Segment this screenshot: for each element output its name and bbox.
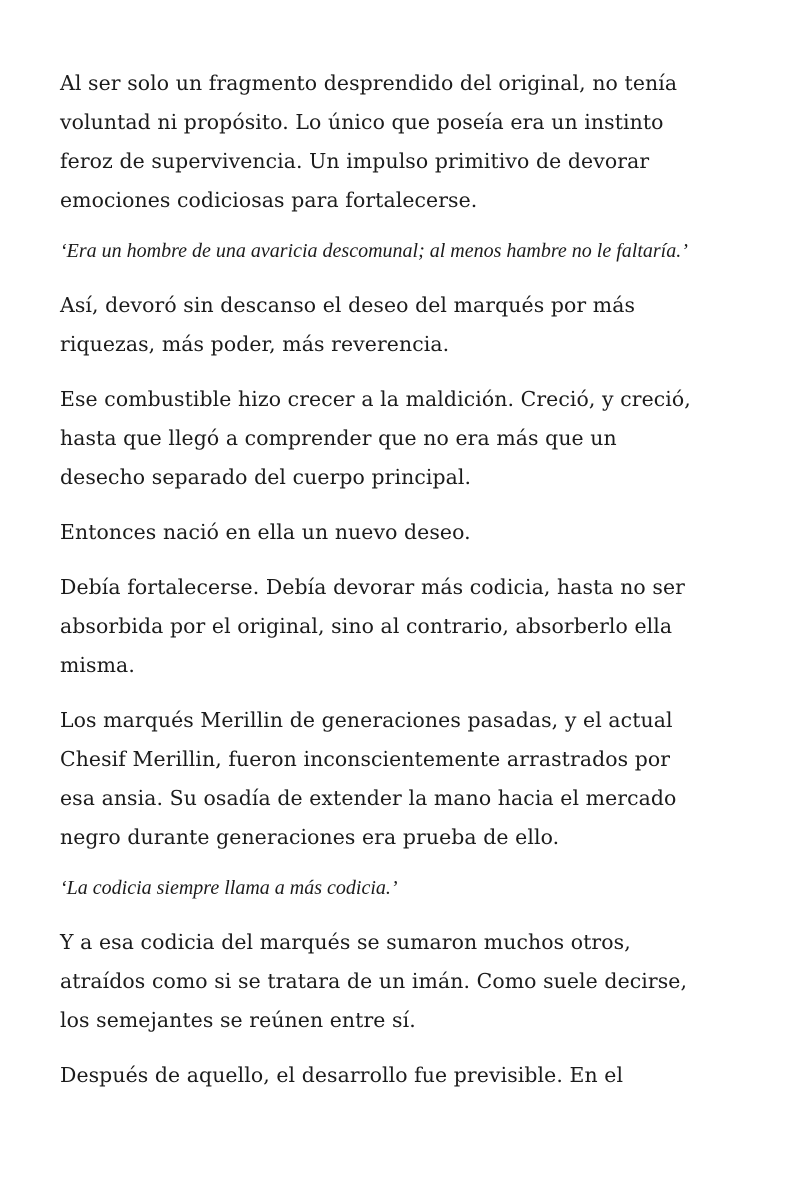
text-line: los semejantes se reúnen entre sí. xyxy=(60,1008,416,1032)
text-line: atraídos como si se tratara de un imán. Como suele decirse, xyxy=(60,969,688,993)
text-line: Ese combustible hizo crecer a la maldición. Creció, y creció, xyxy=(60,387,691,411)
text-line: Al ser solo un fragmento desprendido del original, no tenía xyxy=(60,71,678,95)
text-line: feroz de supervivencia. Un impulso primitivo de devorar xyxy=(60,149,650,173)
text-line: Chesif Merillin, fueron inconscientemente arrastrados por xyxy=(60,747,671,771)
text-line: desecho separado del cuerpo principal. xyxy=(60,465,472,489)
paragraph xyxy=(60,923,750,1040)
text-line: Después de aquello, el desarrollo fue previsible. En el xyxy=(60,1063,624,1087)
text-line: negro durante generaciones era prueba de ello. xyxy=(60,825,560,849)
document-page xyxy=(60,64,750,1111)
paragraph xyxy=(60,64,750,220)
text-line: Debía fortalecerse. Debía devorar más codicia, hasta no ser xyxy=(60,575,685,599)
text-line: Así, devoró sin descanso el deseo del marqués por más xyxy=(60,293,636,317)
italic-thought: ‘La codicia siempre llama a más codicia.’ xyxy=(60,877,398,899)
paragraph xyxy=(60,701,750,857)
paragraph xyxy=(60,380,750,497)
text-line: hasta que llegó a comprender que no era más que un xyxy=(60,426,617,450)
text-line: misma. xyxy=(60,653,135,677)
text-line: Entonces nació en ella un nuevo deseo. xyxy=(60,520,471,544)
text-line: voluntad ni propósito. Lo único que poseía era un instinto xyxy=(60,110,664,134)
text-line: emociones codiciosas para fortalecerse. xyxy=(60,188,478,212)
text-line: riquezas, más poder, más reverencia. xyxy=(60,332,450,356)
text-line: absorbida por el original, sino al contrario, absorberlo ella xyxy=(60,614,673,638)
paragraph xyxy=(60,513,750,552)
text-line: esa ansia. Su osadía de extender la mano hacia el mercado xyxy=(60,786,677,810)
text-line: Y a esa codicia del marqués se sumaron muchos otros, xyxy=(60,930,631,954)
paragraph xyxy=(60,568,750,685)
text-line: Los marqués Merillin de generaciones pasadas, y el actual xyxy=(60,708,673,732)
paragraph xyxy=(60,1056,750,1095)
paragraph xyxy=(60,286,750,364)
italic-thought: ‘Era un hombre de una avaricia descomunal; al menos hambre no le faltaría.’ xyxy=(60,240,688,262)
